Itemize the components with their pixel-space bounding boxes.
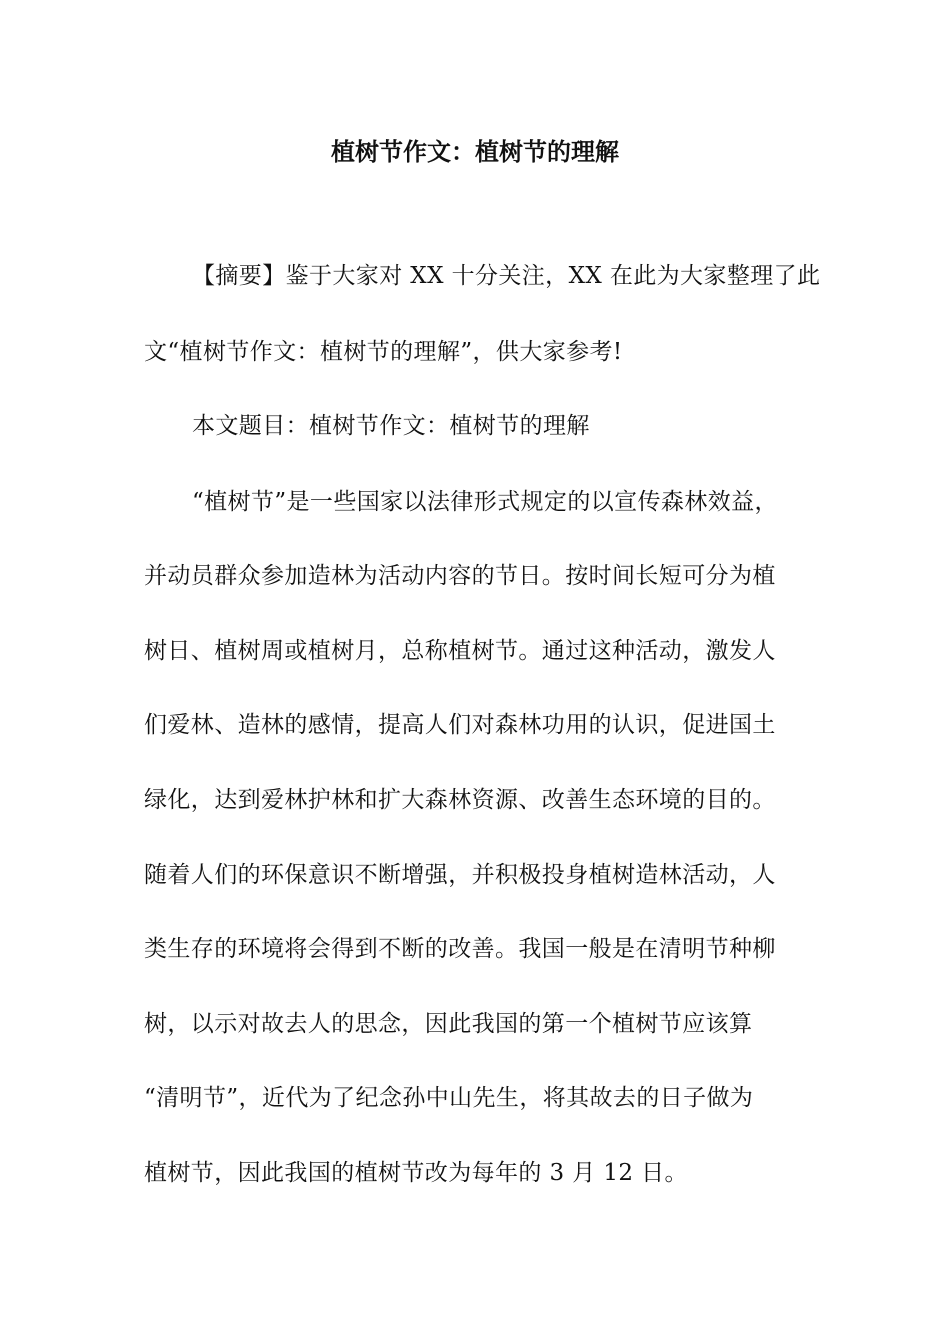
body-line-5: 绿化，达到爱林护林和扩大森林资源、改善生态环境的目的。 [144,787,776,813]
body-line-3: 树日、植树周或植树月，总称植树节。通过这种活动，激发人 [144,638,776,664]
subject-line: 本文题目：植树节作文：植树节的理解 [192,413,590,439]
body-line-10: 植树节，因此我国的植树节改为每年的 3 月 12 日。 [144,1160,688,1186]
body-line-9: “清明节”，近代为了纪念孙中山先生，将其故去的日子做为 [144,1085,754,1111]
body-line-6: 随着人们的环保意识不断增强，并积极投身植树造林活动，人 [144,862,776,888]
body-line-1: “植树节”是一些国家以法律形式规定的以宣传森林效益， [192,489,778,515]
abstract-line-2: 文“植树节作文：植树节的理解”，供大家参考! [144,339,623,365]
body-line-8: 树，以示对故去人的思念，因此我国的第一个植树节应该算 [144,1011,753,1037]
abstract-line-1: 【摘要】鉴于大家对 XX 十分关注，XX 在此为大家整理了此 [192,263,821,289]
body-line-7: 类生存的环境将会得到不断的改善。我国一般是在清明节种柳 [144,936,776,962]
document-title: 植树节作文：植树节的理解 [331,137,619,166]
body-line-2: 并动员群众参加造林为活动内容的节日。按时间长短可分为植 [144,563,776,589]
body-line-4: 们爱林、造林的感情，提高人们对森林功用的认识，促进国土 [144,712,776,738]
